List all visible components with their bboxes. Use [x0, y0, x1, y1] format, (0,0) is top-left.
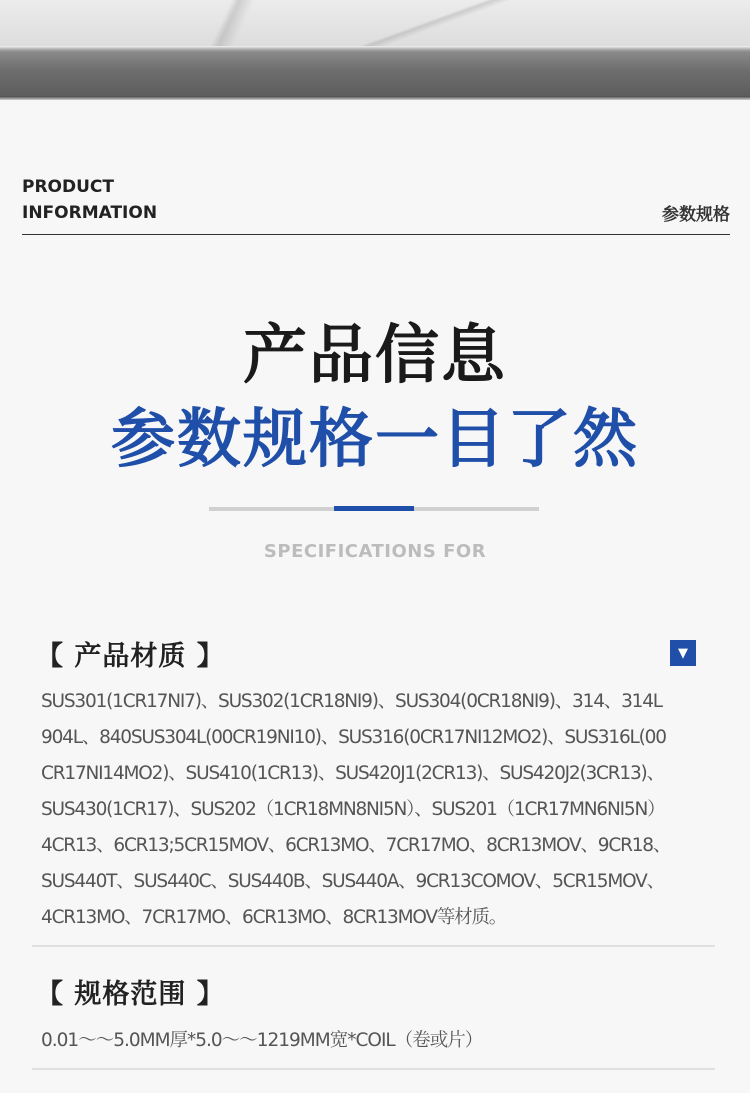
hero-title: 产品信息	[243, 319, 507, 393]
hero-caption: SPECIFICATIONS FOR	[263, 541, 487, 562]
materials-heading: 【 产品材质 】	[36, 641, 225, 672]
section-separator	[32, 945, 715, 947]
header-chinese-label: 参数规格	[662, 205, 730, 225]
header-en-line1: PRODUCT	[22, 177, 114, 197]
header-english-title	[22, 174, 157, 226]
hero-divider-accent	[334, 506, 414, 511]
banner-marble-surface	[0, 0, 750, 48]
top-banner-image	[0, 0, 750, 100]
materials-line: 4CR13、6CR13;5CR15MOV、6CR13MO、7CR17MO、8CR13MOV、9CR18、	[41, 835, 671, 856]
hero-subtitle: 参数规格一目了然	[111, 403, 639, 477]
header-en-line2: INFORMATION	[22, 203, 158, 223]
specs-heading: 【 规格范围 】	[36, 979, 225, 1010]
section-separator	[32, 1068, 715, 1070]
triangle-down-icon: ▼	[678, 645, 688, 661]
materials-line: SUS301(1CR17NI7)、SUS302(1CR18NI9)、SUS304(0CR18NI9)、314、314L	[41, 691, 662, 712]
product-information-header	[22, 174, 730, 235]
materials-line: 904L、840SUS304L(00CR19NI10)、SUS316(0CR17NI12MO2)、SUS316L(00	[41, 727, 666, 748]
banner-edge	[0, 46, 750, 50]
materials-list	[41, 684, 711, 936]
banner-shadow	[0, 96, 750, 100]
materials-line: SUS440T、SUS440C、SUS440B、SUS440A、9CR13COMOV、5CR15MOV、	[41, 871, 664, 892]
specs-range-text: 0.01～～5.0MM厚*5.0～～1219MM宽*COIL（卷或片）	[41, 1030, 483, 1051]
materials-line: 4CR13MO、7CR17MO、6CR13MO、8CR13MOV等材质。	[41, 907, 507, 928]
materials-line: CR17NI14MO2)、SUS410(1CR13)、SUS420J1(2CR13)、SUS420J2(3CR13)、	[41, 763, 664, 784]
materials-line: SUS430(1CR17)、SUS202（1CR18MN8NI5N）、SUS201（1CR17MN6NI5N）	[41, 799, 665, 820]
collapse-toggle-button[interactable]	[670, 640, 696, 666]
